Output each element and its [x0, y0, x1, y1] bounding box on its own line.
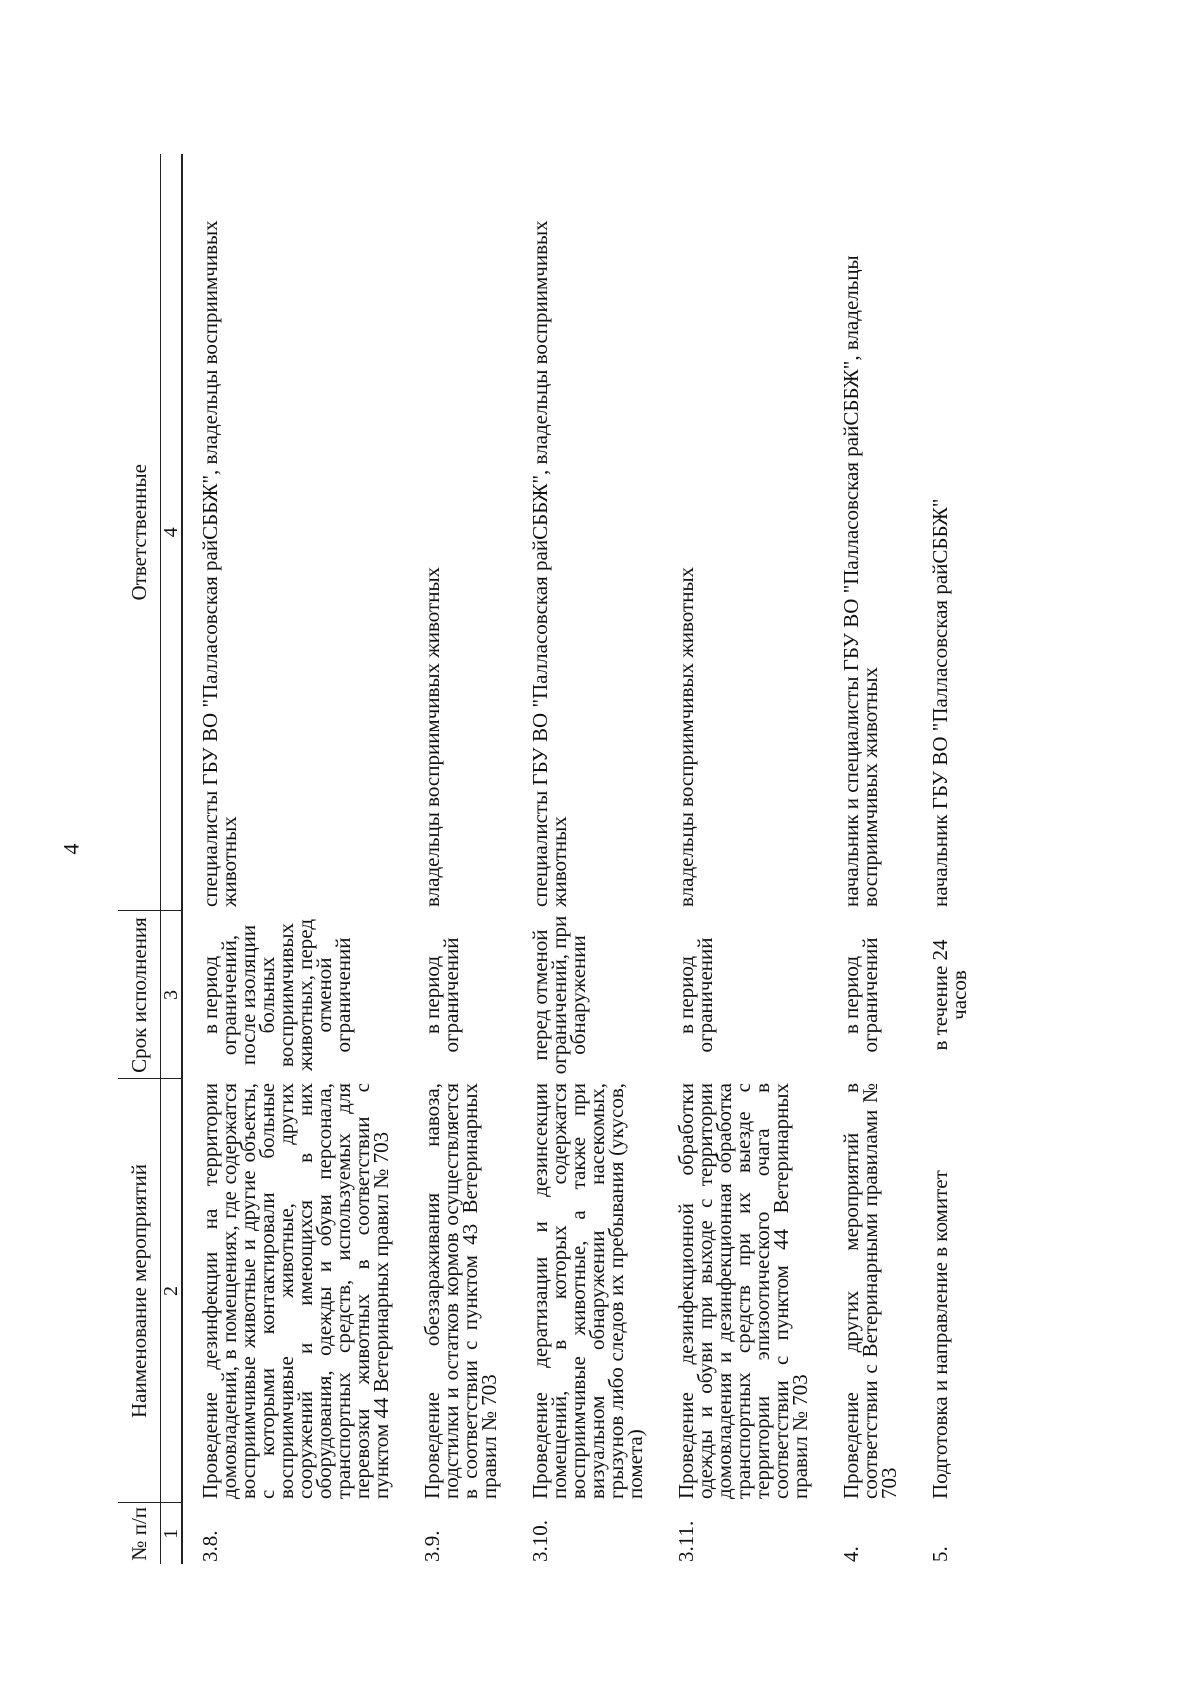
table-row	[409, 154, 517, 1564]
measure-responsible	[182, 154, 409, 911]
column-number-row	[161, 154, 183, 1564]
measure-responsible	[917, 154, 987, 911]
col-number-1: 1	[161, 1503, 183, 1564]
measure-term: в течение 24 часов	[928, 939, 971, 1051]
table-row	[517, 154, 663, 1564]
row-number: 3.8.	[198, 1530, 222, 1562]
row-number: 5.	[928, 1546, 952, 1562]
measure-responsible	[409, 154, 517, 911]
page-number: 4	[58, 843, 84, 855]
measure-term: в период ограничений, после изоляции больных восприимчивых животных, перед отменой ограничений	[198, 918, 355, 1072]
table-row	[917, 154, 987, 1564]
header-term: Срок исполнения	[118, 911, 161, 1079]
header-name: Наименование мероприятий	[118, 1079, 161, 1503]
responsible-text: начальник и специалисты ГБУ ВО "Палласовская райСББЖ", владельцы восприимчивых животных	[839, 255, 882, 907]
measures-table	[118, 154, 987, 1564]
measure-name: Подготовка и направление в комитет	[928, 1170, 952, 1499]
col-number-4: 4	[161, 154, 183, 911]
measure-name: Проведение других мероприятий в соответствии с Ветеринарными правилами № 703	[839, 1083, 901, 1499]
table-row	[828, 154, 917, 1564]
measure-responsible	[517, 154, 663, 911]
responsible-text: специалисты ГБУ ВО "Палласовская райСББЖ", владельцы восприимчивых животных	[198, 220, 241, 907]
measure-name: Проведение обеззараживания навоза, подстилки и остатков кормов осуществляется в соответствии с пунктом 43 Ветеринарных правил № 703	[420, 1083, 501, 1499]
measure-name: Проведение дезинфекции на территории домовладений, в помещениях, где содержатся восприимчивые животные и другие объекты, с которыми контактировали больные восприимчивые животные, других сооружений и имеющихся в них оборудования, одежды и обуви персонала, транспортных средств, используемых для перевозки животных в соответствии с пунктом 44 Ветеринарных правил № 703	[198, 1083, 393, 1499]
measure-responsible	[663, 154, 828, 911]
table-row	[663, 154, 828, 1564]
measure-term: в период ограничений	[674, 937, 717, 1053]
table-header-row	[118, 154, 161, 1564]
col-number-3: 3	[161, 911, 183, 1079]
row-number: 3.10.	[528, 1520, 552, 1562]
measure-term: в период ограничений	[420, 937, 463, 1053]
row-number: 3.9.	[420, 1530, 444, 1562]
responsible-text: владельцы восприимчивых животных	[674, 566, 698, 907]
responsible-text: владельцы восприимчивых животных	[420, 566, 444, 907]
col-number-2: 2	[161, 1079, 183, 1503]
row-number: 3.11.	[674, 1520, 698, 1562]
row-number: 4.	[839, 1546, 863, 1562]
measure-name: Проведение дезинфекционной обработки одежды и обуви при выходе с территории домовладения и дезинфекционная обработка транспортных средств при их выезде с территории эпизоотического очага в соответствии с пунктом 44 Ветеринарных правил № 703	[674, 1083, 812, 1499]
measure-term: перед отменой ограничений, при обнаружении	[528, 915, 590, 1075]
measure-responsible	[828, 154, 917, 911]
header-num: № п/п	[118, 1503, 161, 1564]
responsible-text: начальник ГБУ ВО "Палласовская райСББЖ"	[928, 498, 952, 907]
responsible-text: специалисты ГБУ ВО "Палласовская райСББЖ", владельцы восприимчивых животных	[528, 220, 571, 907]
measure-term: в период ограничений	[839, 937, 882, 1053]
measure-name: Проведение дератизации и дезинсекции помещений, в которых содержатся восприимчивые животные, а также при визуальном обнаружении насекомых, грызунов либо следов их пребывания (укусов, помета)	[528, 1083, 647, 1499]
table-row	[182, 154, 409, 1564]
header-responsible: Ответственные	[118, 154, 161, 911]
